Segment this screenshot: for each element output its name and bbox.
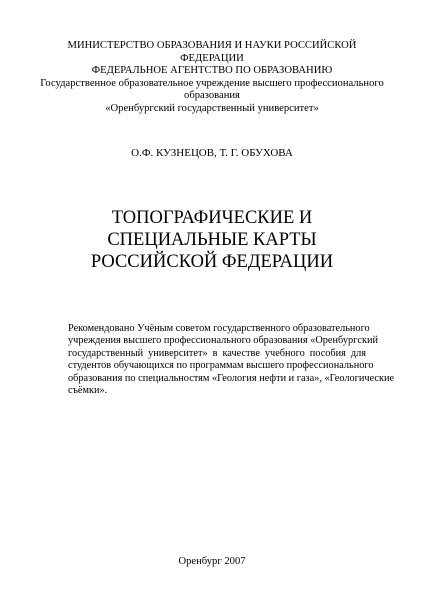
recommendation-line: образования по специальностям «Геология нефти и газа», «Геологические <box>68 372 395 384</box>
ministry-header <box>40 40 384 116</box>
recommendation-note <box>68 323 395 397</box>
title-line: СПЕЦИАЛЬНЫЕ КАРТЫ <box>107 230 317 250</box>
recommendation-line: съёмки». <box>68 385 108 397</box>
header-line: образования <box>184 90 240 102</box>
header-line: Государственное образовательное учреждение высшего профессионального <box>40 77 384 89</box>
recommendation-line: студентов обучающихся по программам высшего профессионального <box>68 360 374 372</box>
authors: О.Ф. КУЗНЕЦОВ, Т. Г. ОБУХОВА <box>131 147 293 159</box>
recommendation-line: государственный университет» в качестве учебного пособия для <box>68 347 366 359</box>
header-line: МИНИСТЕРСТВО ОБРАЗОВАНИЯ И НАУКИ РОССИЙСКОЙ <box>67 40 357 51</box>
recommendation-line: учреждения высшего профессионального образования «Оренбургский <box>68 335 378 347</box>
title-line: РОССИЙСКОЙ ФЕДЕРАЦИИ <box>90 252 334 272</box>
header-line: ФЕДЕРАЛЬНОЕ АГЕНТСТВО ПО ОБРАЗОВАНИЮ <box>91 65 333 77</box>
header-line: «Оренбургский государственный университет» <box>105 102 319 114</box>
recommendation-line: Рекомендовано Учёным советом государственного образовательного <box>68 323 370 334</box>
title-line: ТОПОГРАФИЧЕСКИЕ И <box>111 208 313 228</box>
header-line: ФЕДЕРАЦИИ <box>180 52 244 64</box>
city-year: Оренбург 2007 <box>178 556 246 567</box>
book-title <box>40 207 384 273</box>
